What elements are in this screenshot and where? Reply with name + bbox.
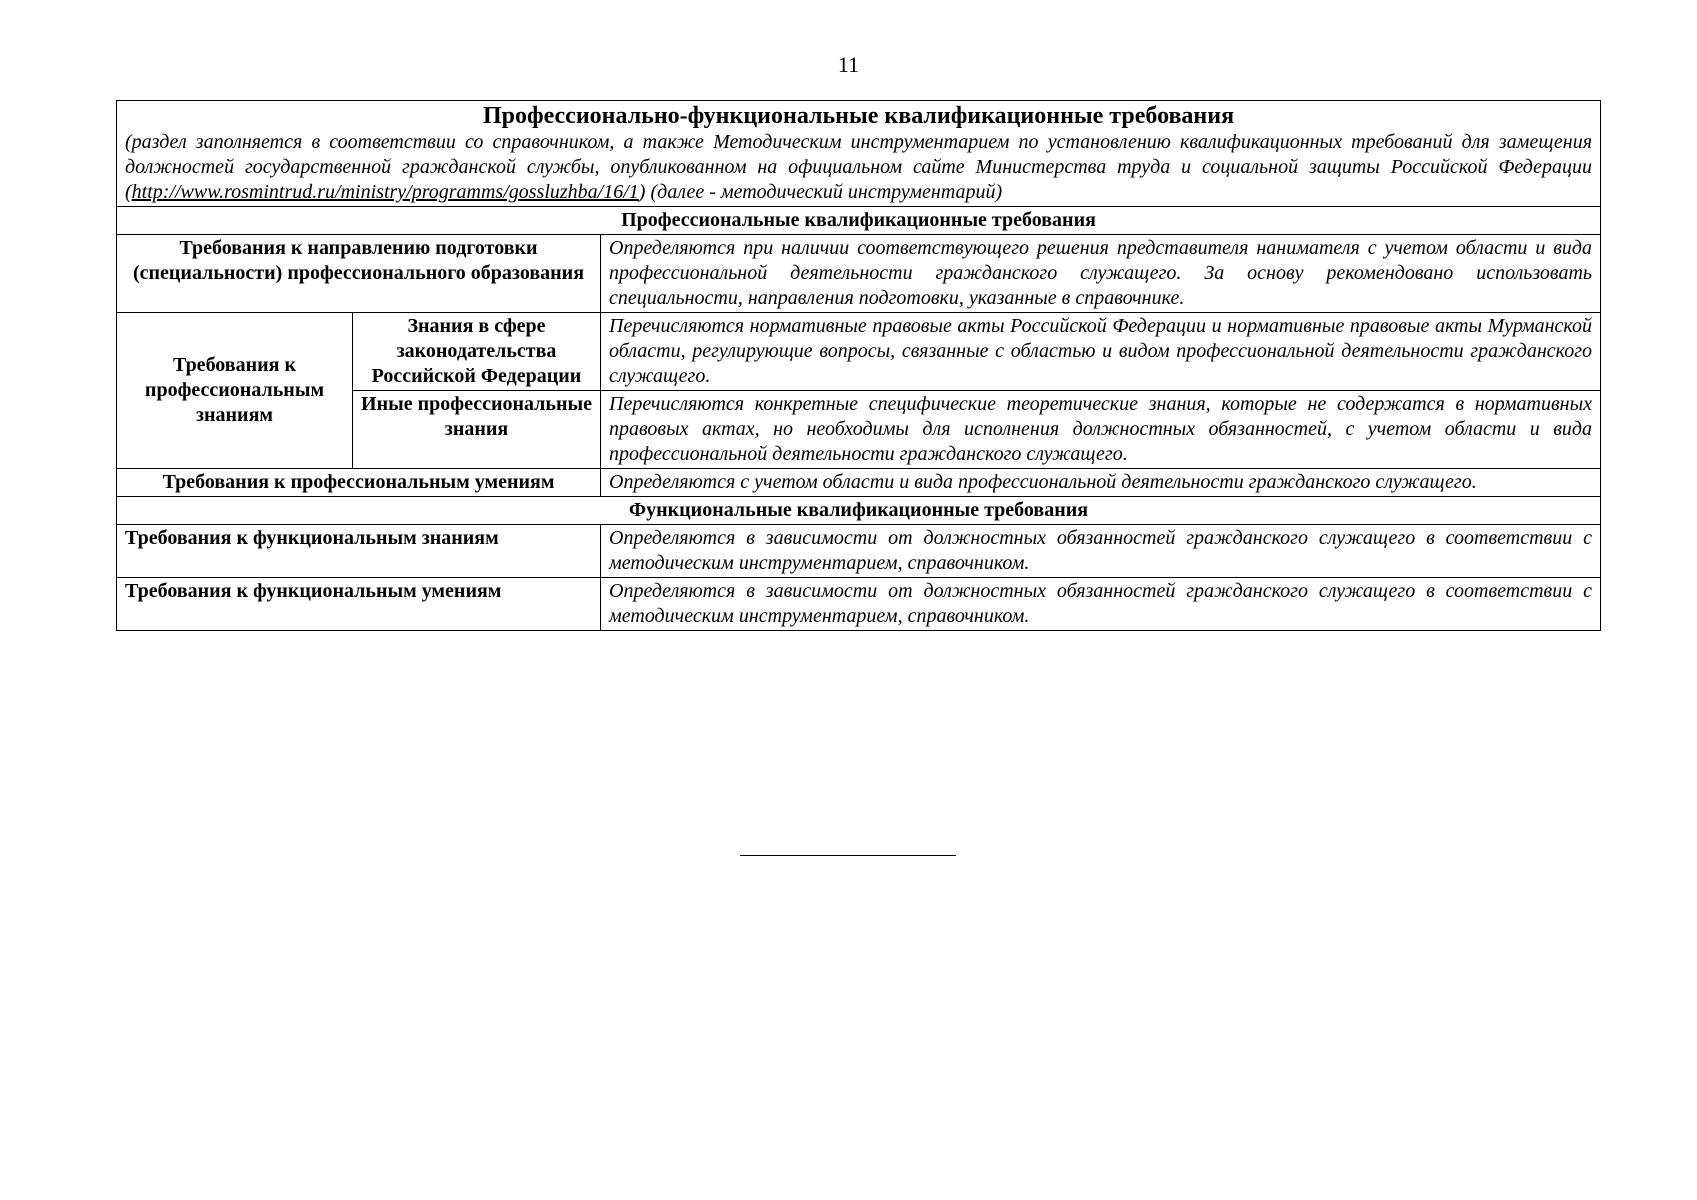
mintrud-link[interactable]: http://www.rosmintrud.ru/ministry/programms/gossluzhba/16/1 <box>131 181 639 203</box>
professional-skills-row <box>117 469 1601 497</box>
functional-title-row <box>117 497 1601 525</box>
qualification-requirements-table <box>116 100 1601 631</box>
functional-knowledge-row <box>117 525 1601 578</box>
main-section-title: Профессионально-функциональные квалификационные требования <box>482 103 1235 129</box>
training-requirements-text: Определяются при наличии соответствующего решения представителя нанимателя с учетом области и вида профессиональной деятельности гражданского служащего. За основу рекомендовано использовать специальности, направления подготовки, указанные в справочнике. <box>601 235 1601 313</box>
functional-skills-label: Требования к функциональным умениям <box>117 578 601 631</box>
main-section-note <box>125 130 1592 205</box>
functional-skills-row <box>117 578 1601 631</box>
professional-skills-text: Определяются с учетом области и вида профессиональной деятельности гражданского служащего. <box>601 469 1601 497</box>
functional-knowledge-text: Определяются в зависимости от должностных обязанностей гражданского служащего в соответствии с методическим инструментарием, справочником. <box>601 525 1601 578</box>
other-knowledge-text: Перечисляются конкретные специфические теоретические знания, которые не содержатся в нормативных правовых актах, но необходимы для исполнения должностных обязанностей, с учетом области и вида профессиональной деятельности гражданского служащего. <box>601 391 1601 469</box>
end-separator-line <box>740 855 956 856</box>
legislation-knowledge-label: Знания в сфере законодательства Российской Федерации <box>353 313 601 391</box>
other-knowledge-label: Иные профессиональные знания <box>353 391 601 469</box>
professional-knowledge-label: Требования к профессиональным знаниям <box>117 313 353 469</box>
professional-skills-label: Требования к профессиональным умениям <box>117 469 601 497</box>
main-section-row <box>117 101 1601 207</box>
training-requirements-label: Требования к направлению подготовки (специальности) профессионального образования <box>117 235 601 313</box>
functional-knowledge-label: Требования к функциональным знаниям <box>117 525 601 578</box>
functional-section-title: Функциональные квалификационные требования <box>117 497 1601 525</box>
note-text-after: ) (далее - методический инструментарий) <box>638 181 1003 203</box>
page-number: 11 <box>837 52 860 77</box>
functional-skills-text: Определяются в зависимости от должностных обязанностей гражданского служащего в соответствии с методическим инструментарием, справочником. <box>601 578 1601 631</box>
note-text-before: (раздел заполняется в соответствии со справочником, а также Методическим инструментарием по установлению квалификационных требований для замещения должностей государственной гражданской службы, опубликованном на официальном сайте Министерства труда и социальной защиты Российской Федерации ( <box>125 131 1593 203</box>
professional-title-row <box>117 207 1601 235</box>
main-section-cell <box>117 101 1601 207</box>
professional-section-title: Профессиональные квалификационные требования <box>117 207 1601 235</box>
training-row <box>117 235 1601 313</box>
legislation-knowledge-text: Перечисляются нормативные правовые акты Российской Федерации и нормативные правовые акты Мурманской области, регулирующие вопросы, связанные с областью и видом профессиональной деятельности гражданского служащего. <box>601 313 1601 391</box>
legislation-knowledge-row <box>117 313 1601 391</box>
